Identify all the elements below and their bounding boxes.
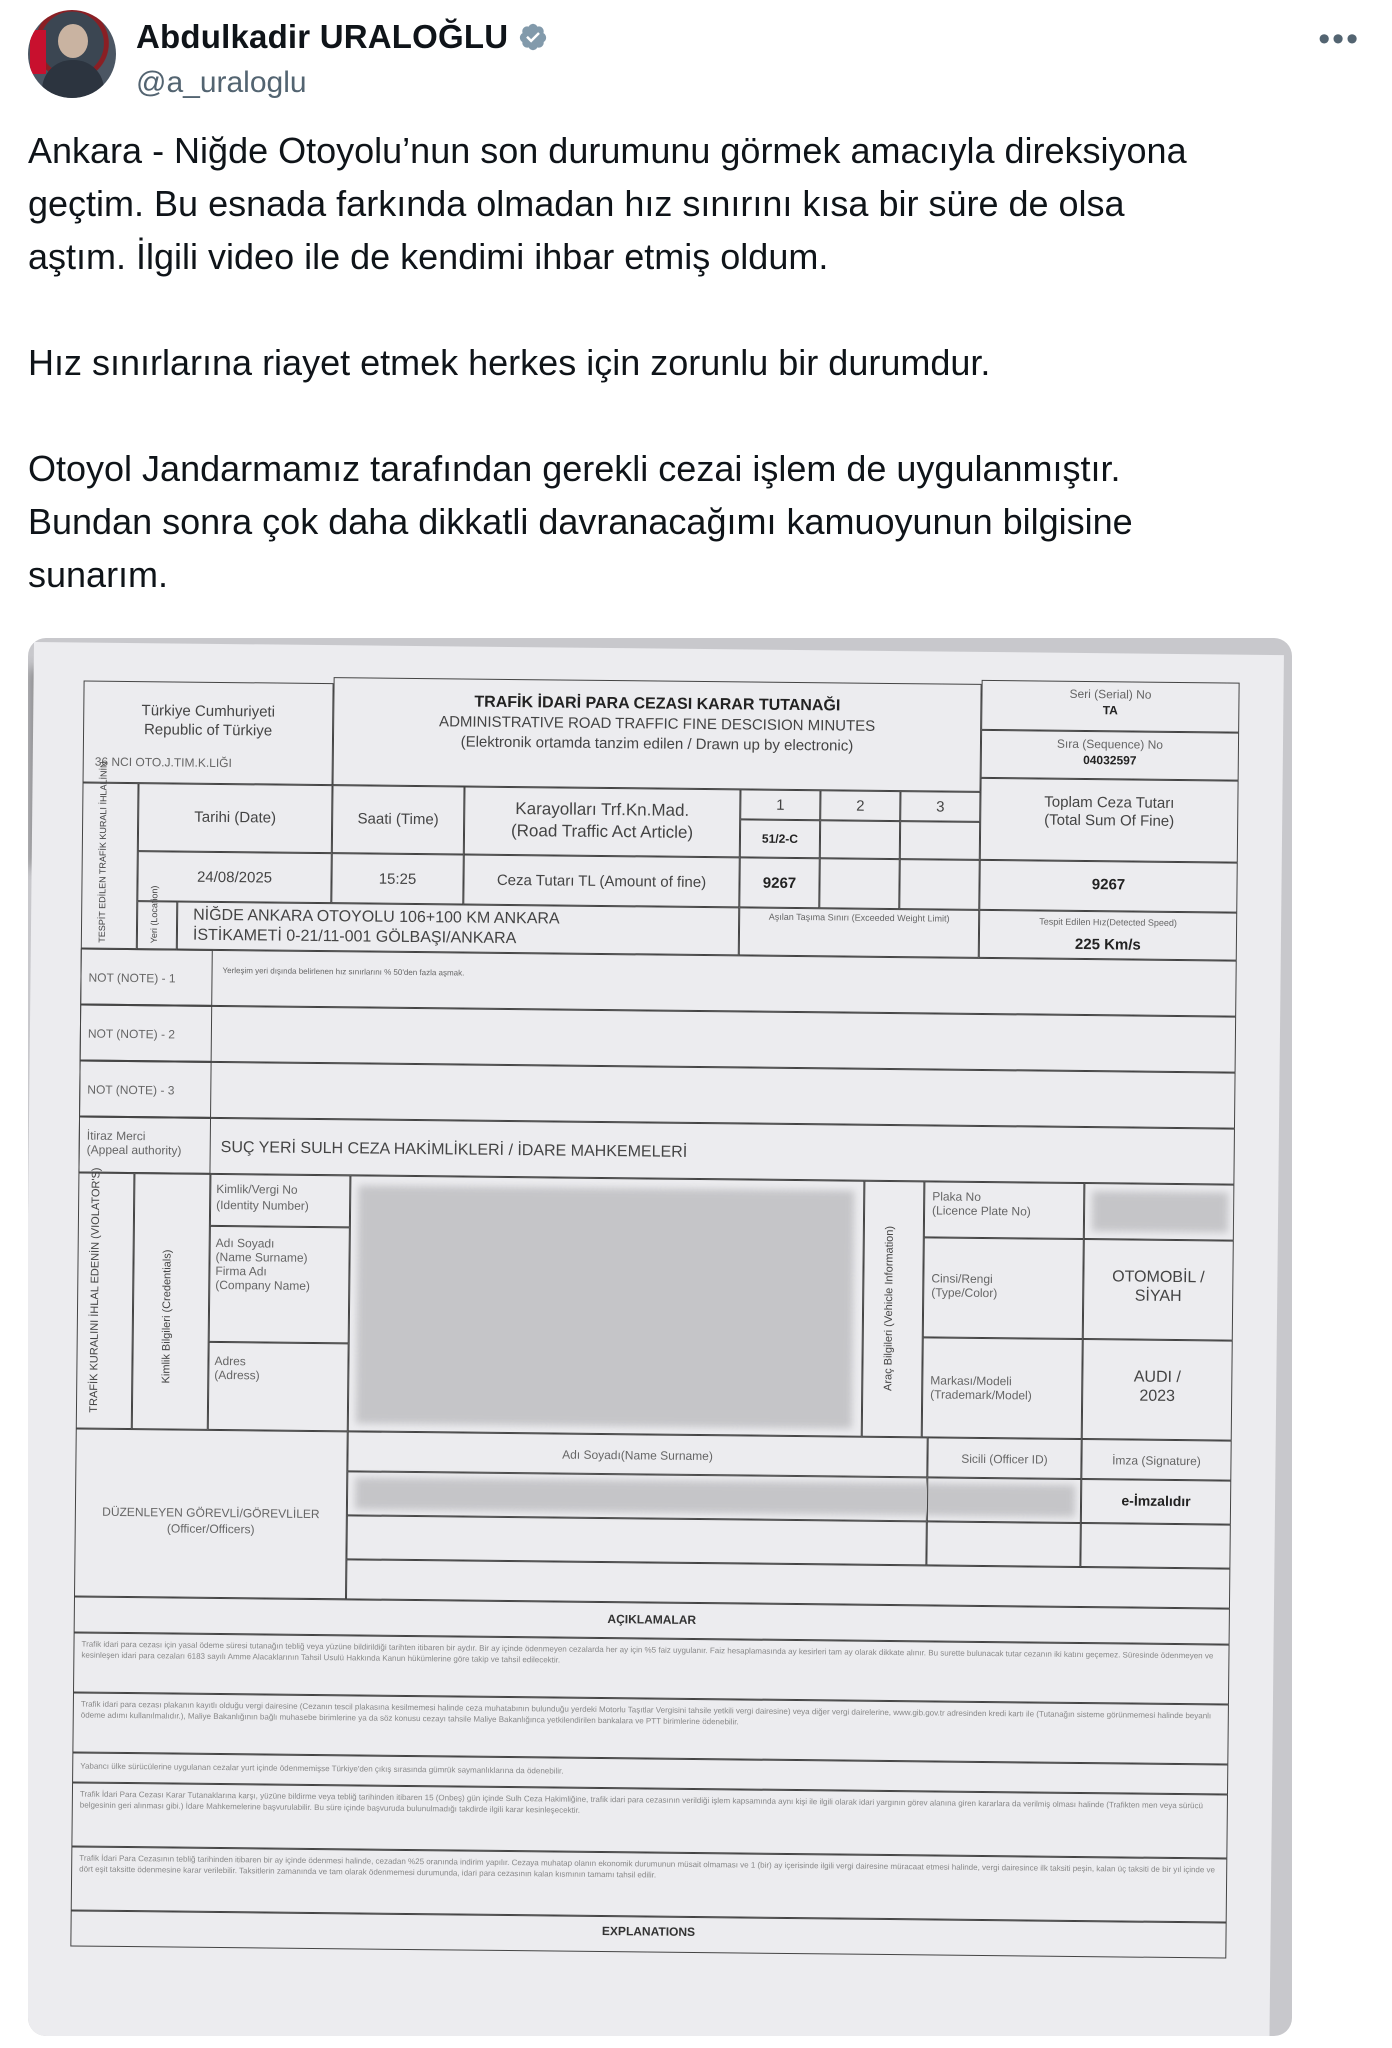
officer2-name-cell — [346, 1515, 926, 1565]
officers-label-tr: DÜZENLEYEN GÖREVLİ/GÖREVLİLER — [102, 1504, 320, 1522]
total-value: 9267 — [1091, 876, 1126, 894]
explanations-title: AÇIKLAMALAR — [607, 1612, 697, 1627]
date-value: 24/08/2025 — [196, 868, 273, 887]
verified-badge-icon — [518, 22, 548, 52]
appeal-value: SUÇ YERİ SULH CEZA HAKİMLİKLERİ / İDARE MAHKEMELERİ — [220, 1138, 688, 1161]
officer-id-label: Sicili (Officer ID) — [961, 1451, 1048, 1467]
amount-value: 9267 — [762, 874, 797, 892]
amount-label: Ceza Tutarı TL (Amount of fine) — [496, 871, 707, 892]
officer-name-label: Adı Soyadı(Name Surname) — [562, 1447, 713, 1464]
tweet-header — [28, 10, 1364, 110]
model-label: Markası/Modeli (Trademark/Model) — [930, 1373, 1032, 1403]
location-label: Yeri (Location) — [148, 885, 160, 944]
article-value: 51/2-C — [761, 831, 799, 847]
note2-label: NOT (NOTE) - 2 — [87, 1026, 176, 1042]
serial-label: Seri (Serial) No — [1069, 686, 1152, 702]
detected-speed-value: 225 Km/s — [1074, 935, 1141, 954]
exceeded-label: Aşılan Taşıma Sınırı (Exceeded Weight Limit) — [768, 911, 950, 924]
country-en: Republic of Türkiye — [143, 721, 273, 740]
total-label-en: (Total Sum Of Fine) — [1044, 811, 1175, 830]
time-value: 15:25 — [378, 870, 417, 889]
col1-label: 1 — [776, 796, 785, 814]
model-value: AUDI / 2023 — [1133, 1368, 1182, 1405]
violator-label-cell — [76, 1172, 135, 1429]
date-label: Tarihi (Date) — [194, 808, 277, 827]
col2-value-cell — [820, 820, 900, 859]
amount-col3-cell — [899, 859, 980, 910]
credentials-label: Kimlik Bilgileri (Credentials) — [160, 1249, 174, 1384]
total-label-tr: Toplam Ceza Tutarı — [1044, 793, 1175, 812]
signature-label: İmza (Signature) — [1112, 1453, 1201, 1469]
serial-value: TA — [1102, 703, 1118, 718]
name-label: Adı Soyadı (Name Surname) Firma Adı (Company Name) — [215, 1235, 311, 1293]
explanations-en: EXPLANATIONS — [601, 1924, 696, 1939]
col3-label: 3 — [936, 798, 945, 816]
article-label-tr: Karayolları Trf.Kn.Mad. — [515, 799, 690, 820]
doc-title-note: (Elektronik ortamda tanzim edilen / Drawn up by electronic) — [460, 733, 854, 755]
id-label-tr: Kimlik/Vergi No — [216, 1181, 298, 1197]
time-label: Saati (Time) — [357, 810, 439, 829]
amount-col2-cell — [819, 858, 900, 909]
detected-speed-label: Tespit Edilen Hız(Detected Speed) — [1039, 916, 1177, 928]
fine-document — [28, 642, 1284, 2036]
doc-title-tr: TRAFİK İDARİ PARA CEZASI KARAR TUTANAĞI — [474, 693, 841, 715]
avatar-suit — [42, 60, 104, 98]
address-label: Adres (Adress) — [214, 1353, 260, 1383]
plate-label: Plaka No (Licence Plate No) — [932, 1189, 1031, 1219]
location-line1: NİĞDE ANKARA OTOYOLU 106+100 KM ANKARA — [193, 906, 560, 928]
name-row — [136, 18, 548, 56]
para5: Trafik İdari Para Cezasının tebliğ tarihinden itibaren bir ay içinde ödenmesi halinde, cezadan %25 oranında indirim yapılır. Cezaya muhatap olanın ekonomik durumunun müsait olmaması ve 1 (bir) ay içerisinde ilgili vergi dairesine müracaat etmesi halinde, vergi dairesince ilk taksiti peşin, kalan üç taksiti de bir yıl içinde ve dört eşit taksitte ödenmesine karar verilebilir. Taksitlerin zamanında ve tam olarak ödenmemesi durumunda, idari para cezasının kalan kısmının tamamı tahsil edilir. — [79, 1853, 1216, 1880]
para2: Trafik idari para cezası plakanın kayıtlı olduğu vergi dairesine (Cezanın tescil plakasına kesilmemesi halinde ceza muhatabının bulunduğu yerdeki Motorlu Taşıtlar Vergisini tahsile yetkili vergi dairesine) veya diğer vergi dairelerine, www.gib.gov.tr adresinden kredi kartı ile (Tutanağın sisteme görünmemesi halinde beyanlı ödeme adımı kullanılmalıdır.), Maliye Bakanlığının bağlı muhasebe birimlerine ya da söz konusu cezayı tahsile Maliye Bakanlığınca yetkilendirilen bankalara ve PTT birimlerine ödenebilir. — [80, 1699, 1212, 1727]
article-label-en: (Road Traffic Act Article) — [510, 821, 694, 842]
note1-label: NOT (NOTE) - 1 — [88, 970, 176, 986]
redacted-violator-info — [356, 1185, 854, 1428]
avatar[interactable] — [28, 10, 116, 98]
country-tr: Türkiye Cumhuriyeti — [141, 702, 276, 721]
violator-label: TRAFİK KURALINI İHLAL EDENİN (VIOLATOR'S) — [87, 1167, 103, 1413]
para1: Trafik idari para cezası için yasal ödeme süresi tutanağın tebliğ veya yüzüne bildirildiği tarihten itibaren bir aydır. Bir ay içinde ödenmeyen cezalarda her ay için %5 faiz uygulanır. Faiz hesaplamasında ay kesirleri tam ay olarak dikkate alınır. Bu surette bulunacak tutar cezanın iki katını geçemez. Süresinde ödenmeyen ve kesinleşen idari para cezaları 6183 sayılı Amme Alacaklarının Tahsil Usulü Hakkında Kanun hükümlerine göre takip ve tahsil edilecektir. — [81, 1639, 1214, 1665]
doc-title-en: ADMINISTRATIVE ROAD TRAFFIC FINE DESCISION MINUTES — [439, 713, 876, 735]
officer2-id-cell — [926, 1521, 1080, 1567]
display-name[interactable]: Abdulkadir URALOĞLU — [136, 18, 509, 55]
note1-value: Yerleşim yeri dışında belirlenen hız sınırlarını % 50'den fazla aşmak. — [222, 965, 465, 978]
location-line2: İSTİKAMETİ 0-21/11-001 GÖLBAŞI/ANKARA — [192, 926, 517, 948]
type-label: Cinsi/Rengi (Type/Color) — [931, 1271, 998, 1301]
signature-value: e-İmzalıdır — [1121, 1492, 1191, 1510]
para3: Yabancı ülke sürücülerine uygulanan cezalar yurt içinde ödenmemişse Türkiye'den çıkış sırasında gümrük saymanlıklarına da ödenebilir. — [80, 1761, 564, 1776]
sequence-label: Sıra (Sequence) No — [1056, 736, 1164, 752]
signature2-cell — [1080, 1523, 1230, 1569]
col3-value-cell — [900, 821, 980, 860]
officer-id-cell — [927, 1477, 1081, 1523]
vehicle-label: Araç Bilgileri (Vehicle Information) — [882, 1225, 896, 1392]
officers-label-en: (Officer/Officers) — [166, 1521, 255, 1537]
type-value: OTOMOBİL / SİYAH — [1112, 1268, 1205, 1306]
tweet-photo[interactable] — [28, 638, 1292, 2036]
appeal-label-tr: İtiraz Merci — [86, 1128, 146, 1144]
flag-shape — [30, 30, 46, 74]
user-handle[interactable]: @a_uraloglu — [136, 66, 307, 99]
para4: Trafik İdari Para Cezası Karar Tutanaklarına karşı, yüzüne bildirme veya tebliğ tarihinden itibaren 15 (Onbeş) gün içinde Sulh Ceza Hakimliğine, trafik idari para cezasının verildiği işlem kapsamında aynı kişi ile ilgili olarak idari yargının görev alanına giren kararlara da verilmiş olması halinde (Trafikten men veya sürücü belgesinin geri alınması gibi.) İdare Mahkemelerine başvurulabilir. Bu süre içinde başvuruda bulunulmadığı takdirde ilgili karar kesinleşecektir. — [79, 1789, 1203, 1815]
more-options-icon[interactable]: ••• — [1318, 20, 1360, 58]
appeal-label-en: (Appeal authority) — [86, 1142, 182, 1158]
sequence-value: 04032597 — [1083, 752, 1137, 768]
avatar-face — [58, 24, 88, 58]
side-label: TESPİT EDİLEN TRAFİK KURALI İHLALİNİN — [96, 761, 109, 943]
tweet-text: Ankara - Niğde Otoyolu’nun son durumunu görmek amacıyla direksiyona geçtim. Bu esnada farkında olmadan hız sınırını kısa bir süre de olsa aştım. İlgili video ile de kendimi ihbar etmiş oldum. Hız sınırlarına riayet etmek herkes için zorunlu bir durumdur. Otoyol Jandarmamız tarafından gerekli cezai işlem de uygulanmıştır. Bundan sonra çok daha dikkatli davranacağımı kamuoyunun bilgisine sunarım. — [28, 130, 1187, 595]
issuing-unit: 36 NCI OTO.J.TIM.K.LIĞI — [94, 754, 232, 771]
redacted-plate — [1092, 1191, 1228, 1232]
side-label-cell — [81, 783, 139, 950]
id-label-en: (Identity Number) — [216, 1197, 309, 1213]
note3-label: NOT (NOTE) - 3 — [87, 1082, 175, 1098]
col2-label: 2 — [856, 797, 865, 815]
